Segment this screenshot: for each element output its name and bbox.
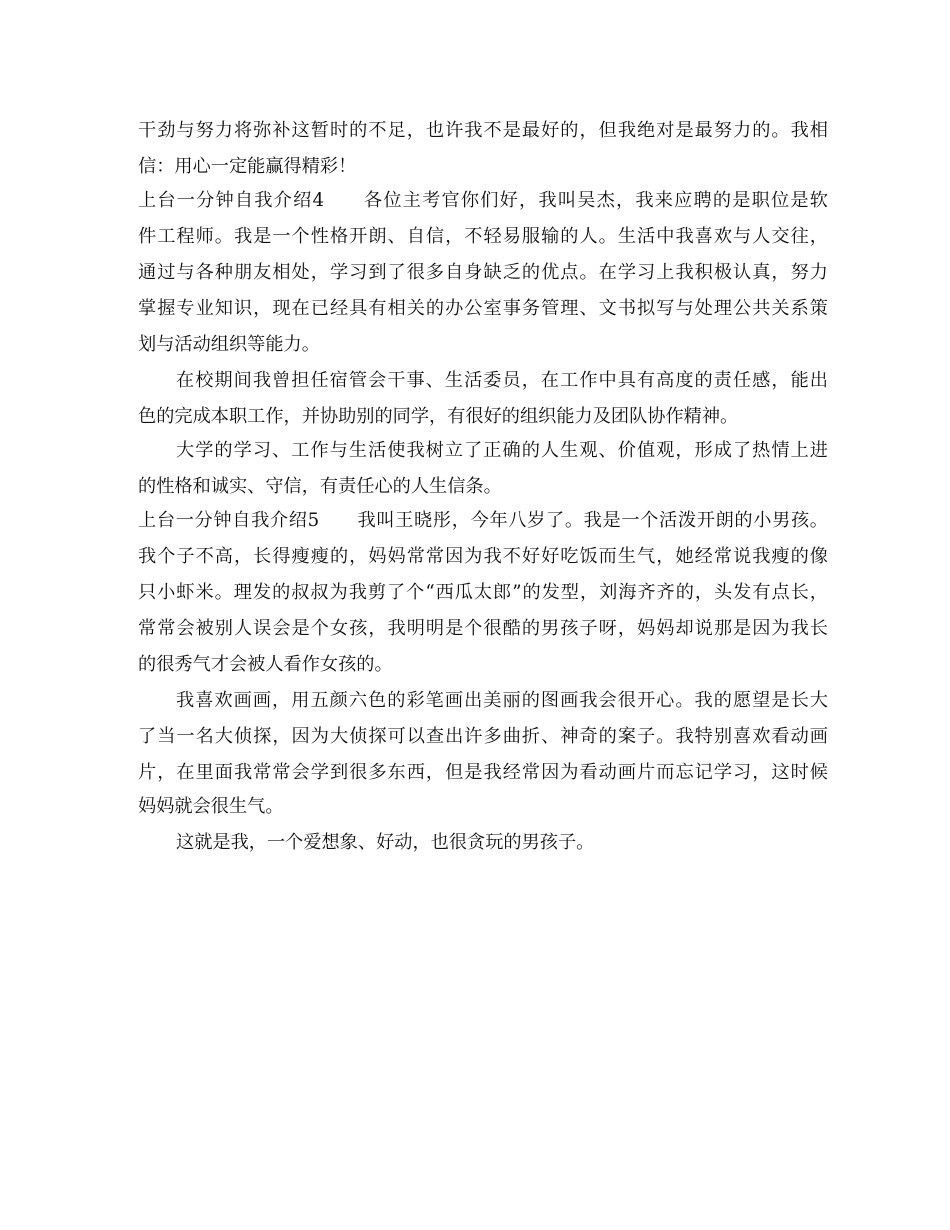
text-line: 色的完成本职工作，并协助别的同学，有很好的组织能力及团队协作精神。 xyxy=(138,406,739,427)
section-heading-line: 上台一分钟自我介绍4 各位主考官你们好，我叫吴杰，我来应聘的是职位是软 xyxy=(138,190,828,211)
paragraph-start-line: 在校期间我曾担任宿管会干事、生活委员，在工作中具有高度的责任感，能出 xyxy=(176,370,828,391)
text-line: 通过与各种朋友相处，学习到了很多自身缺乏的优点。在学习上我积极认真，努力 xyxy=(138,262,828,283)
text-line: 只小虾米。理发的叔叔为我剪了个“西瓜太郎”的发型，刘海齐齐的，头发有点长， xyxy=(138,582,828,603)
text-line: 了当一名大侦探，因为大侦探可以查出许多曲折、神奇的案子。我特别喜欢看动画 xyxy=(138,726,828,747)
text-line: 掌握专业知识，现在已经具有相关的办公室事务管理、文书拟写与处理公共关系策 xyxy=(138,298,828,319)
text-line: 我个子不高，长得瘦瘦的，妈妈常常因为我不好好吃饭而生气，她经常说我瘦的像 xyxy=(138,546,828,567)
text-line: 件工程师。我是一个性格开朗、自信，不轻易服输的人。生活中我喜欢与人交往， xyxy=(138,226,828,247)
section-heading-line: 上台一分钟自我介绍5 我叫王晓彤，今年八岁了。我是一个活泼开朗的小男孩。 xyxy=(138,510,828,531)
text-line: 常常会被别人误会是个女孩，我明明是个很酷的男孩子呀，妈妈却说那是因为我长 xyxy=(138,618,828,639)
paragraph-start-line: 我喜欢画画，用五颜六色的彩笔画出美丽的图画我会很开心。我的愿望是长大 xyxy=(176,690,828,711)
text-line: 干劲与努力将弥补这暂时的不足，也许我不是最好的，但我绝对是最努力的。我相 xyxy=(138,120,828,141)
text-line: 的性格和诚实、守信，有责任心的人生信条。 xyxy=(138,476,502,497)
text-line: 信：用心一定能赢得精彩！ xyxy=(138,156,357,177)
text-line: 的很秀气才会被人看作女孩的。 xyxy=(138,654,393,675)
paragraph-start-line: 大学的学习、工作与生活使我树立了正确的人生观、价值观，形成了热情上进 xyxy=(176,440,828,461)
text-line: 妈妈就会很生气。 xyxy=(138,796,284,817)
text-line: 片，在里面我常常会学到很多东西，但是我经常因为看动画片而忘记学习，这时候 xyxy=(138,762,828,783)
text-line: 划与活动组织等能力。 xyxy=(138,334,320,355)
paragraph-start-line: 这就是我，一个爱想象、好动，也很贪玩的男孩子。 xyxy=(176,832,595,853)
